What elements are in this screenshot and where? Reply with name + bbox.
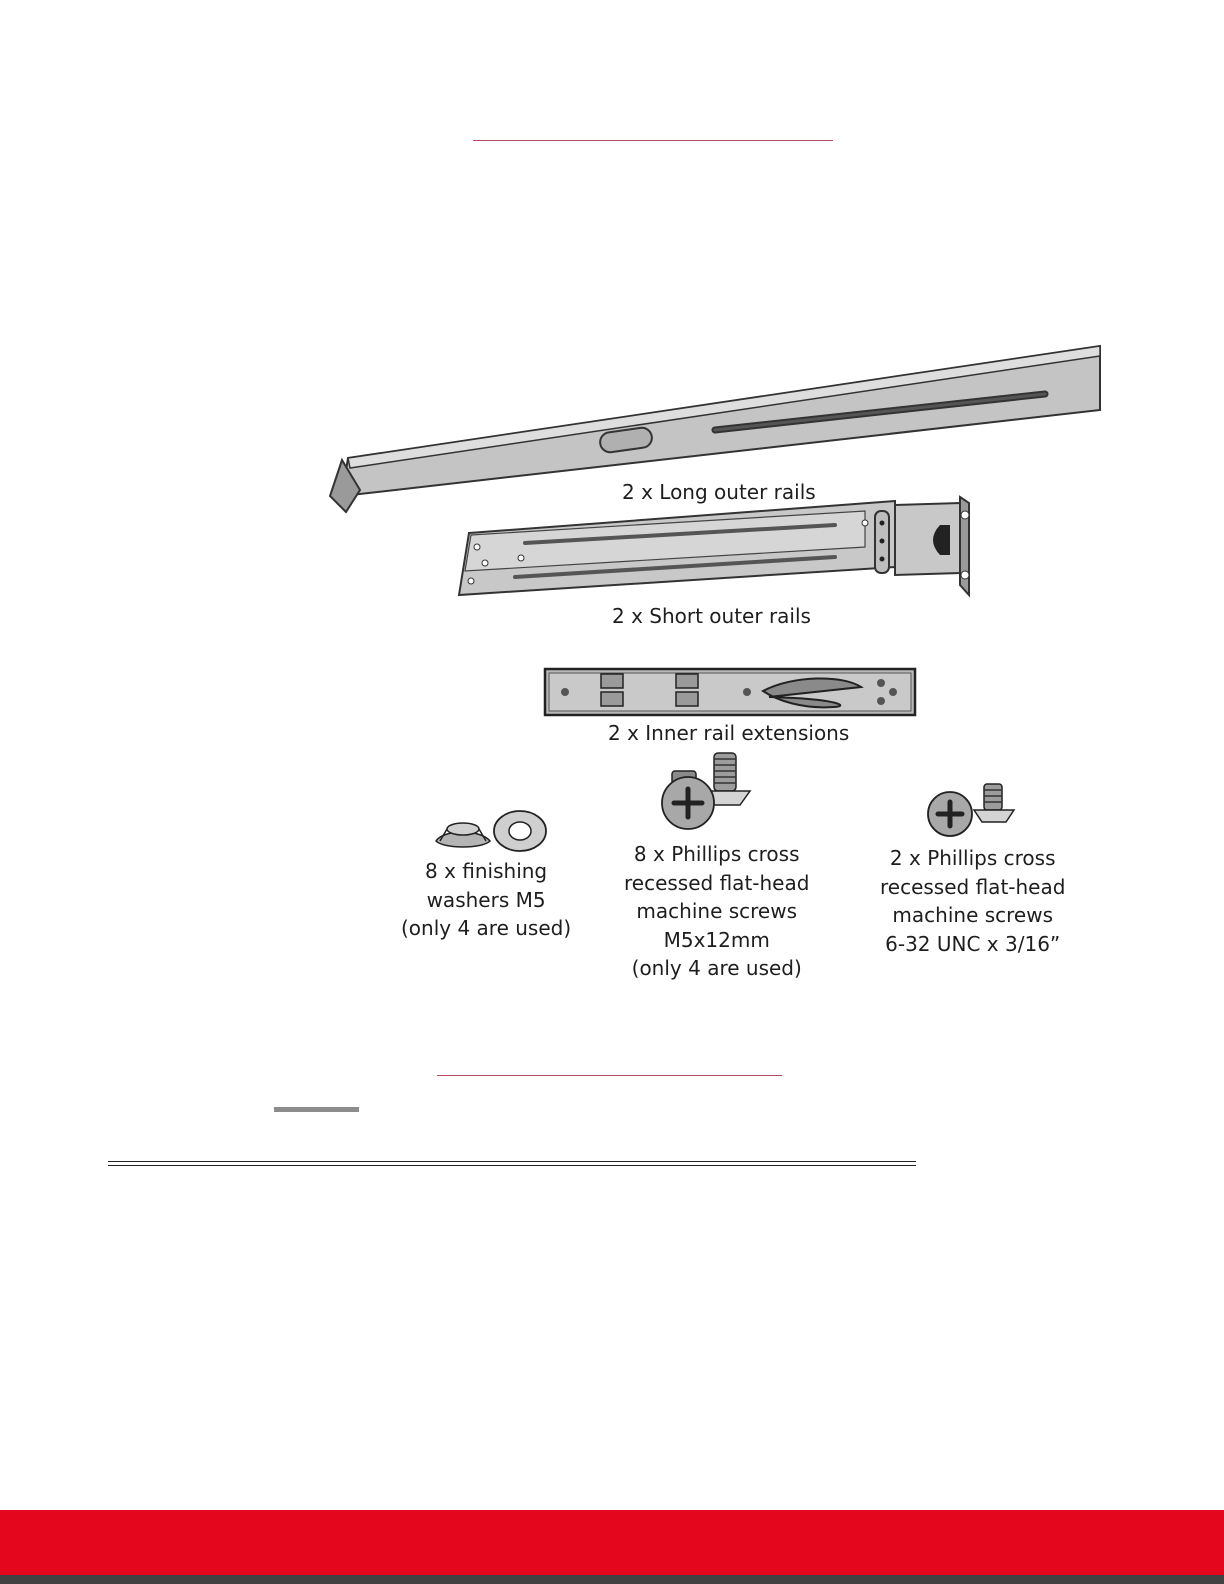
- finishing-washers-label: [401, 857, 571, 943]
- washers-line-2: washers M5: [426, 887, 546, 912]
- m5-screws-label: [624, 840, 809, 983]
- m5-screws-line-3: machine screws: [636, 899, 798, 923]
- inner-rail-extension-illustration: [543, 667, 919, 719]
- m5-screws-line-5: (only 4 are used): [631, 956, 802, 980]
- m5-screws-line-4: M5x12mm: [663, 927, 770, 952]
- footer-dark-strip: [0, 1575, 1224, 1584]
- m5-screws-line-1: 8 x Phillips cross: [633, 842, 800, 866]
- section-divider: [108, 1161, 916, 1166]
- short-outer-rails-label: 2 x Short outer rails: [612, 604, 811, 628]
- m5-screws-line-2: recessed flat-head: [624, 870, 810, 895]
- unc-screws-line-2: recessed flat-head: [880, 874, 1066, 899]
- unc-screws-illustration: [926, 780, 1021, 840]
- unc-screws-line-3: machine screws: [892, 903, 1054, 927]
- short-outer-rail-illustration: [455, 495, 985, 605]
- footer-red-band: [0, 1510, 1224, 1575]
- washers-line-3: (only 4 are used): [401, 916, 572, 940]
- bottom-link-underline[interactable]: [437, 1075, 782, 1076]
- inner-rail-extensions-label: 2 x Inner rail extensions: [608, 721, 850, 745]
- unc-screws-line-1: 2 x Phillips cross: [889, 846, 1056, 870]
- gray-marker-bar: [274, 1107, 359, 1112]
- washers-line-1: 8 x finishing: [425, 859, 548, 883]
- top-link-underline[interactable]: [473, 140, 833, 141]
- finishing-washers-illustration: [432, 805, 557, 857]
- m5-screws-illustration: [660, 747, 760, 837]
- unc-screws-line-4: 6-32 UNC x 3/16”: [885, 931, 1061, 956]
- long-outer-rails-label: 2 x Long outer rails: [622, 480, 816, 504]
- unc-screws-label: [880, 844, 1065, 958]
